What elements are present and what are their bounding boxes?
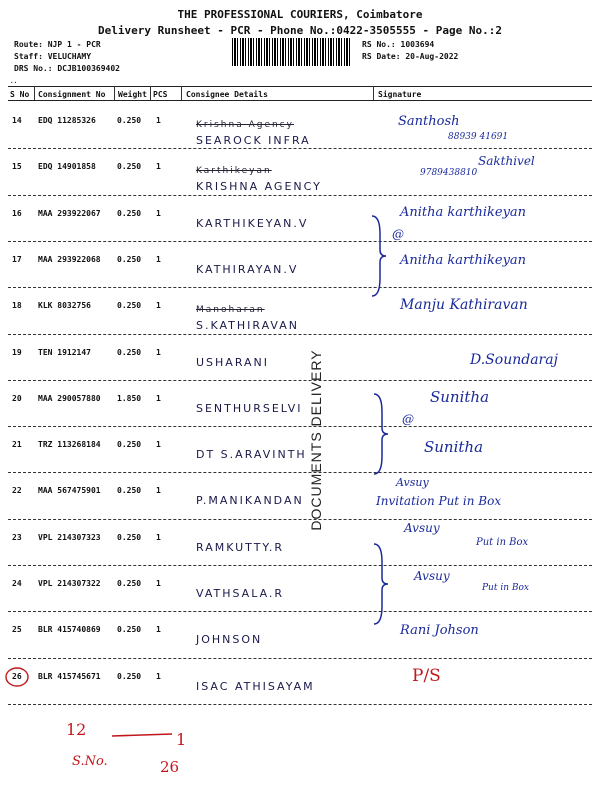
row-signature-note: 9789438810	[420, 168, 478, 179]
row-signature: Rani Johson	[400, 623, 479, 639]
row-divider	[8, 241, 592, 242]
row-consignment: BLR 415745671	[38, 671, 101, 681]
col-consignee: Consignee Details	[186, 90, 268, 99]
documents-delivery-stamp: DOCUMENTS DELIVERY	[308, 349, 324, 531]
company-title: THE PROFESSIONAL COURIERS, Coimbatore	[177, 8, 423, 21]
row-sno: 18	[12, 301, 22, 311]
row-pcs: 1	[156, 208, 161, 218]
row-consignment: EDQ 11285326	[38, 116, 96, 125]
row-sno: 26	[12, 671, 22, 681]
runsheet-subtitle: Delivery Runsheet - PCR - Phone No.:0422-3505555 - Page No.:2	[98, 24, 502, 37]
row-consignee: KATHIRAYAN.V	[196, 262, 299, 276]
col-divider	[114, 86, 115, 100]
brace-mark	[370, 542, 390, 626]
row-pcs: 1	[156, 116, 161, 125]
circle-mark-icon	[4, 666, 30, 688]
row-signature: Anitha karthikeyan	[400, 204, 527, 220]
barcode	[232, 38, 352, 66]
col-signature: Signature	[378, 90, 422, 99]
row-consignee: P.MANIKANDAN	[196, 494, 304, 508]
row-signature: Santhosh	[398, 114, 460, 129]
row-consignee: DT S.ARAVINTH	[196, 448, 307, 462]
row-divider	[8, 611, 592, 612]
row-signature-note: Avsuy	[404, 520, 440, 535]
row-signature: Put in Box	[476, 536, 529, 548]
row-weight: 0.250	[117, 162, 142, 172]
row-weight: 0.250	[117, 301, 142, 311]
footer-sno-label: S.No.	[72, 754, 108, 769]
footer-count-left: 12	[66, 720, 87, 739]
col-consignment: Consignment No	[38, 90, 106, 99]
row-consignment: EDQ 14901858	[38, 162, 96, 172]
row-weight: 0.250	[117, 254, 142, 264]
row-sno: 25	[12, 625, 22, 635]
row-consignee: KRISHNA AGENCY	[196, 180, 322, 194]
dots: ..	[10, 78, 18, 85]
row-weight: 0.250	[117, 116, 142, 125]
row-weight: 0.250	[117, 208, 142, 218]
brace-mark	[370, 392, 390, 476]
route-label: Route: NJP 1 - PCR	[14, 40, 101, 49]
row-consignment: VPL 214307322	[38, 579, 101, 588]
col-divider	[150, 86, 151, 100]
rs-date: RS Date: 20-Aug-2022	[362, 52, 459, 61]
row-signature: Manju Kathiravan	[400, 297, 528, 314]
row-consignment: MAA 293922068	[38, 254, 101, 264]
row-weight: 0.250	[117, 347, 142, 357]
row-consignment: MAA 293922067	[38, 208, 101, 218]
row-weight: 1.850	[117, 393, 142, 403]
row-signature-note: Avsuy	[414, 569, 450, 583]
row-consignment: MAA 567475901	[38, 486, 101, 496]
col-divider	[181, 86, 182, 100]
footer-count-right: 1	[176, 730, 187, 749]
row-weight: 0.250	[117, 671, 142, 681]
row-sno: 23	[12, 532, 22, 542]
row-divider	[8, 658, 592, 659]
row-sno: 14	[12, 116, 22, 125]
row-signature: Put in Box	[482, 583, 529, 593]
col-weight: Weight	[118, 90, 147, 99]
row-signature-note: @	[392, 226, 404, 241]
row-sno: 17	[12, 254, 22, 264]
row-sno: 21	[12, 440, 22, 450]
row-consignee: SEAROCK INFRA	[196, 134, 311, 147]
row-pcs: 1	[156, 486, 161, 496]
row-pcs: 1	[156, 579, 161, 588]
row-consignee: USHARANI	[196, 355, 270, 369]
row-signature: Sunitha	[424, 438, 484, 457]
row-consignment: TRZ 113268184	[38, 440, 101, 450]
row-signature: P/S	[412, 665, 441, 686]
row-signature-note: Avsuy	[396, 476, 429, 490]
row-consignee: S.KATHIRAVAN	[196, 319, 299, 333]
row-divider	[8, 565, 592, 566]
row-sno: 19	[12, 347, 22, 357]
row-consignment: BLR 415740869	[38, 625, 101, 635]
row-signature: Anitha karthikeyan	[400, 252, 527, 268]
row-pcs: 1	[156, 532, 161, 542]
footer-dash	[110, 730, 174, 740]
brace-mark	[368, 214, 388, 298]
struck-consignee: Manoharan	[196, 305, 265, 316]
row-signature: Invitation Put in Box	[376, 494, 502, 509]
row-pcs: 1	[156, 625, 161, 635]
header-top-rule	[8, 86, 592, 87]
row-consignment: MAA 290057880	[38, 393, 101, 403]
row-weight: 0.250	[117, 532, 142, 542]
row-divider	[8, 519, 592, 520]
rs-number: RS No.: 1003694	[362, 40, 435, 49]
row-sno: 22	[12, 486, 22, 496]
row-signature: Sakthivel	[478, 154, 535, 169]
row-signature-note: 88939 41691	[448, 132, 509, 142]
row-divider	[8, 472, 592, 473]
row-pcs: 1	[156, 254, 161, 264]
row-sno: 20	[12, 393, 22, 403]
row-sno: 15	[12, 162, 22, 172]
row-signature-note: @	[402, 411, 414, 426]
row-divider	[8, 148, 592, 149]
row-divider	[8, 380, 592, 381]
row-pcs: 1	[156, 301, 161, 311]
col-divider	[373, 86, 374, 100]
row-weight: 0.250	[117, 486, 142, 496]
row-divider	[8, 334, 592, 335]
struck-consignee: Krishna Agency	[196, 120, 294, 130]
row-divider	[8, 195, 592, 196]
row-sno: 16	[12, 208, 22, 218]
row-consignee: KARTHIKEYAN.V	[196, 216, 309, 230]
row-weight: 0.250	[117, 440, 142, 450]
staff-label: Staff: VELUCHAMY	[14, 52, 92, 61]
row-divider	[8, 287, 592, 288]
col-divider	[34, 86, 35, 100]
row-pcs: 1	[156, 162, 161, 172]
row-consignment: KLK 8032756	[38, 301, 91, 311]
row-sno: 24	[12, 579, 22, 588]
row-pcs: 1	[156, 393, 161, 403]
struck-consignee: Karthikeyan	[196, 166, 272, 177]
header-bottom-rule	[8, 100, 592, 101]
row-weight: 0.250	[117, 625, 142, 635]
row-consignee: JOHNSON	[196, 633, 263, 647]
row-pcs: 1	[156, 671, 161, 681]
col-pcs: PCS	[153, 90, 168, 99]
row-signature: Sunitha	[430, 387, 490, 406]
row-weight: 0.250	[117, 579, 142, 588]
row-consignment: TEN 1912147	[38, 347, 91, 357]
row-consignment: VPL 214307323	[38, 532, 101, 542]
row-consignee: RAMKUTTY.R	[196, 540, 285, 554]
row-signature: D.Soundaraj	[470, 351, 558, 368]
row-divider	[8, 704, 592, 705]
col-sno: S No	[10, 90, 30, 99]
drs-number: DRS No.: DCJB100369402	[14, 64, 120, 73]
row-consignee: ISAC ATHISAYAM	[196, 679, 315, 693]
footer-sno-value: 26	[160, 758, 180, 776]
row-consignee: VATHSALA.R	[196, 587, 285, 600]
row-pcs: 1	[156, 440, 161, 450]
row-consignee: SENTHURSELVI	[196, 401, 303, 415]
row-pcs: 1	[156, 347, 161, 357]
row-divider	[8, 426, 592, 427]
